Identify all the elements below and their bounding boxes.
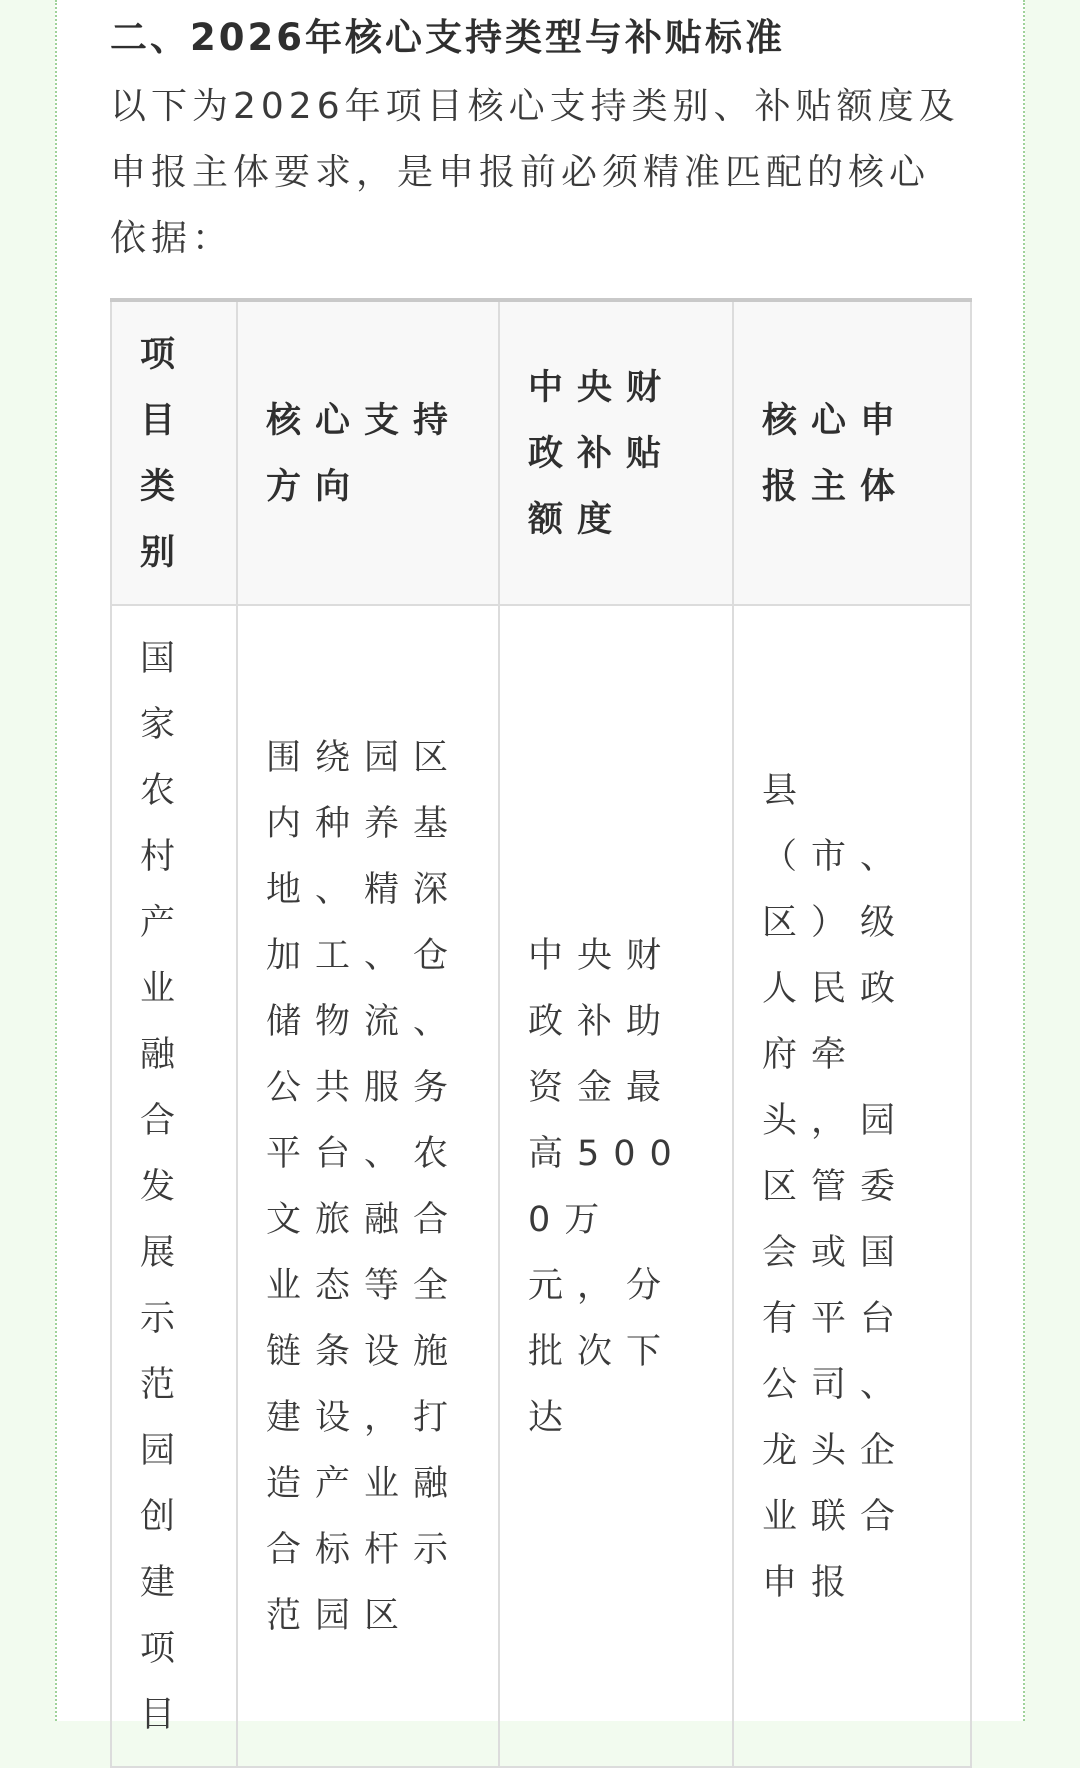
header-direction: 核心支持方向 <box>237 300 499 605</box>
cell-applicant: 县（市、区）级人民政府牵头，园区管委会或国有平台公司、龙头企业联合申报 <box>733 605 971 1767</box>
header-subsidy: 中央财政补贴额度 <box>499 300 733 605</box>
cell-subsidy: 中央财政补助资金最高5000万元，分批次下达 <box>499 605 733 1767</box>
support-standards-table <box>110 298 972 1768</box>
header-applicant: 核心申报主体 <box>733 300 971 605</box>
table-row <box>111 605 971 1767</box>
cell-direction: 围绕园区内种养基地、精深加工、仓储物流、公共服务平台、农文旅融合业态等全链条设施建设，打造产业融合标杆示范园区 <box>237 605 499 1767</box>
section-intro: 以下为2026年项目核心支持类别、补贴额度及申报主体要求，是申报前必须精准匹配的核心依据： <box>110 86 960 259</box>
section-heading: 二、2026年核心支持类型与补贴标准 <box>110 16 785 59</box>
cell-category: 国家农村产业融合发展示范园创建项目 <box>111 605 237 1767</box>
header-category: 项目类别 <box>111 300 237 605</box>
table-header-row <box>111 300 971 605</box>
article-content <box>110 0 970 1768</box>
